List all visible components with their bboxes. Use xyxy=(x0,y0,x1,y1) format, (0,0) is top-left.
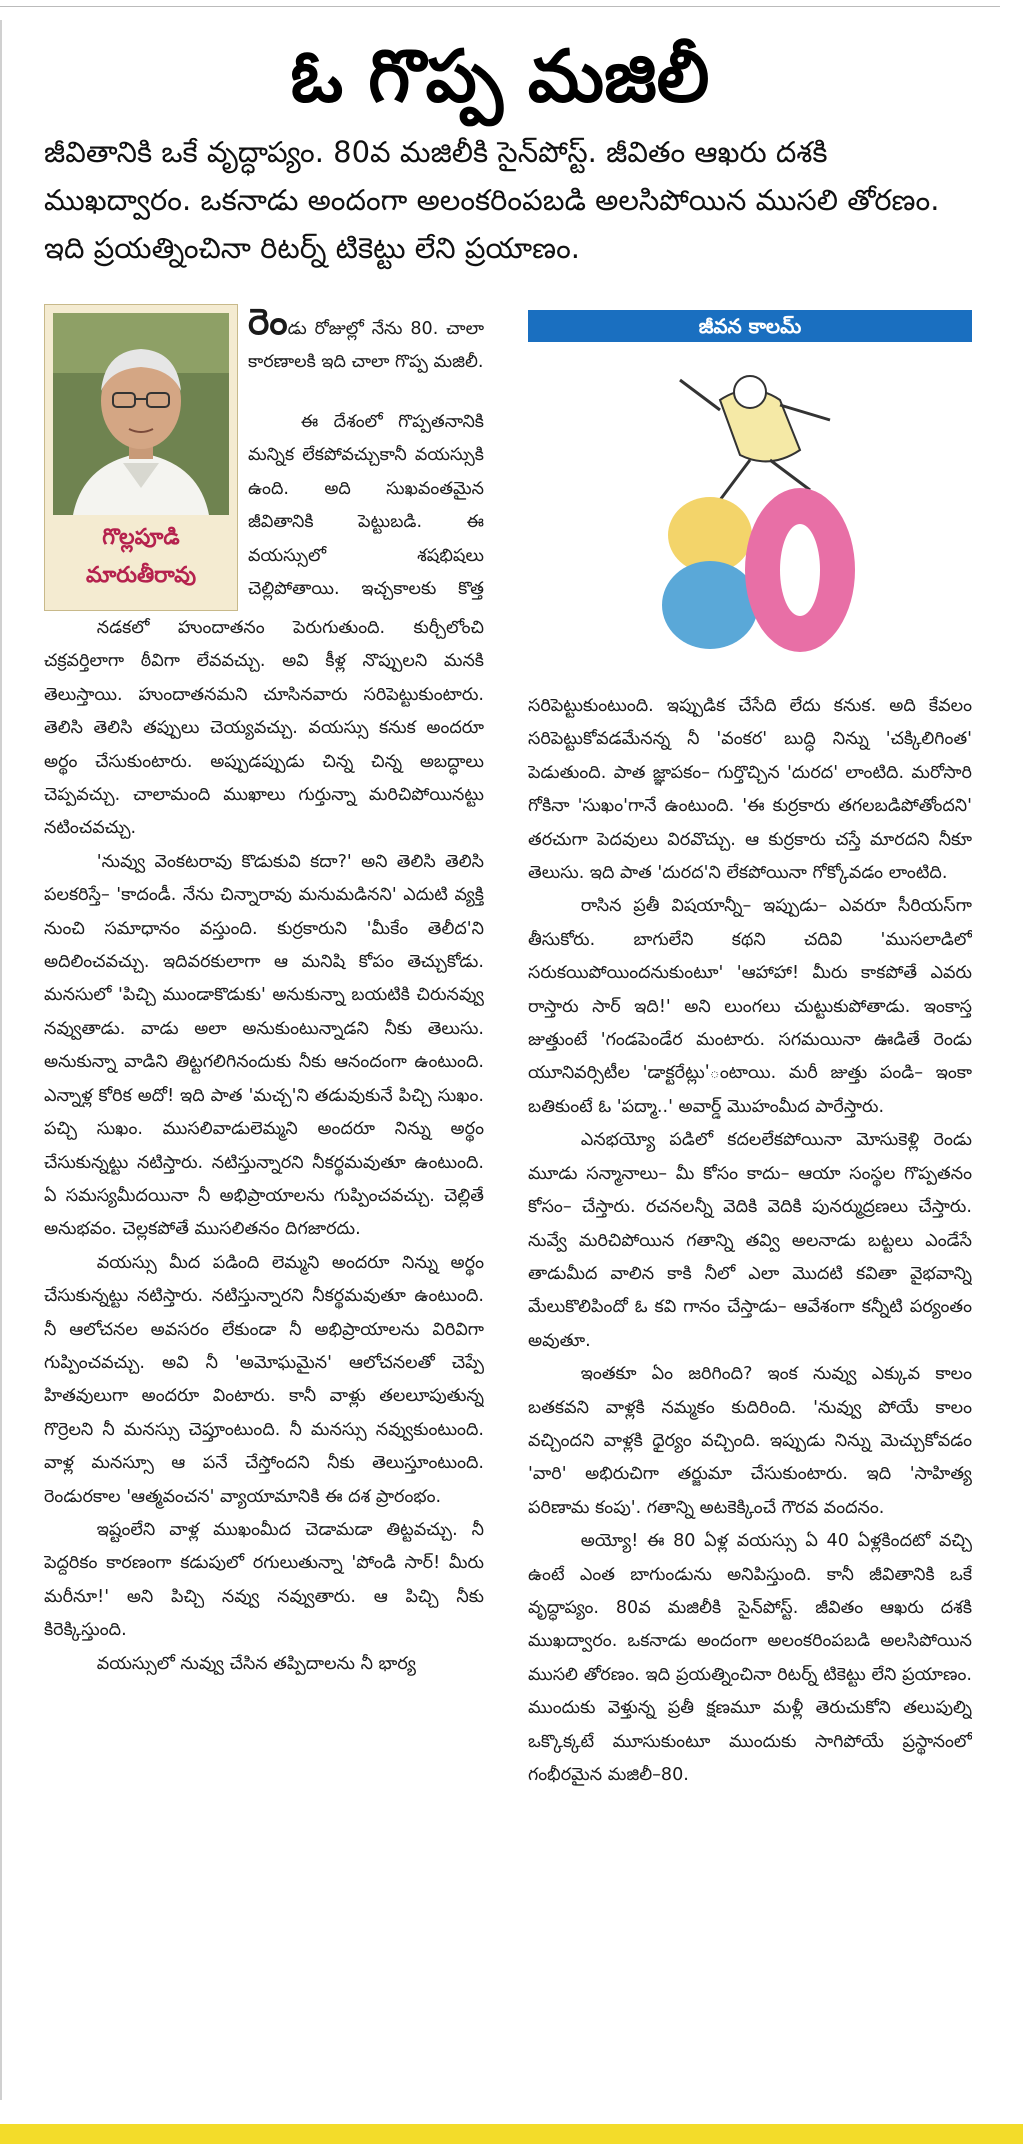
eighty-digits-icon xyxy=(662,488,855,652)
paragraph: నడకలో హుందాతనం పెరుగుతుంది. కుర్చీలోంచి చక్రవర్తిలాగా ఠీవిగా లేవవచ్చు. అవి కీళ్ల నొప్పులని మనకి తెలుస్తాయి. హుందాతనమని చూసినవారు సరిపెట్టుకుంటారు. తెలిసి తెలిసి తప్పులు చెయ్యవచ్చు. వయస్సు కనుక అందరూ అర్థం చేసుకుంటారు. అప్పుడప్పుడు చిన్న చిన్న అబద్ధాలు చెప్పవచ్చు. చాలామంది ముఖాలు గుర్తున్నా మరిచిపోయినట్టు నటించవచ్చు. xyxy=(44,618,484,839)
dancing-figure-icon xyxy=(680,376,830,500)
headline: ఓ గొప్ప మజిలీ xyxy=(290,34,710,118)
author-name-line1: గొల్లపూడి xyxy=(102,525,180,550)
right-column xyxy=(528,690,972,2117)
left-column-body xyxy=(248,406,484,612)
author-name-line2: మారుతీరావు xyxy=(85,563,197,588)
paragraph: ఎనభయ్యో పడిలో కదలలేకపోయినా మోసుకెళ్లి రెండు మూడు సన్మానాలు– మీ కోసం కాదు– ఆయా సంస్థల గొప్పతనం కోసం– చేస్తారు. రచనలన్నీ వెదికి వెదికి పునర్ముద్రణలు చేస్తారు. నువ్వే మరిచిపోయిన గతాన్ని తవ్వి అలనాడు బట్టలు ఎండేసే తాడుమీద వాలిన కాకి నీలో ఎలా మొదటి కవితా వైభవాన్ని మేలుకొలిపిందో ఓ కవి గానం చేస్తాడు– ఆవేశంగా కన్నీటి పర్యంతం అవుతూ. xyxy=(528,1130,972,1351)
author-photo-box xyxy=(44,304,238,611)
illustration-80 xyxy=(600,360,900,660)
paragraph: వయస్సు మీద పడింది లెమ్మని అందరూ నిన్ను అర్థం చేసుకున్నట్టు నటిస్తారు. నటిస్తున్నారని నీకర్థమవుతూ ఉంటుంది. నీ ఆలోచనల అవసరం లేకుండా నీ అభిప్రాయాలను విరివిగా గుప్పించవచ్చు. అవి నీ 'అమోఘమైన' ఆలోచనలతో చెప్పే హితవులుగా అందరూ వింటారు. కానీ వాళ్లు తలలూపుతున్న గొర్రెలని నీ మనస్సు చెప్తూంటుంది. నీ మనస్సు నవ్వుకుంటుంది. వాళ్ల మనస్సూ ఆ పనే చేస్తోందని నీకు తెలుస్తూంటుంది. రెండురకాల 'ఆత్మవంచన' వ్యాయామానికి ఈ దశ ప్రారంభం. xyxy=(44,1252,484,1507)
paragraph: ఇష్టంలేని వాళ్ల ముఖంమీద చెడామడా తిట్టవచ్చు. నీ పెద్దరికం కారణంగా కడుపులో రగులుతున్నా 'పోండి సార్! మీరు మరీనూ!' అని పిచ్చి నవ్వు నవ్వుతారు. ఆ పిచ్చి నీకు కిరెక్కిస్తుంది. xyxy=(44,1519,484,1641)
drop-cap: రెం xyxy=(248,302,288,343)
paragraph: వయస్సులో నువ్వు చేసిన తప్పిదాలను నీ భార్య xyxy=(96,1653,416,1674)
bottom-strip xyxy=(0,2124,1023,2144)
paragraph: ఈ దేశంలో గొప్పతనానికి మన్నిక లేకపోవచ్చుకానీ వయస్సుకి ఉంది. అది సుఖవంతమైన జీవితానికి పెట్టుబడి. ఈ వయస్సులో శషభిషలు చెల్లిపోతాయి. ఇచ్చకాలకు కొత్త xyxy=(248,412,484,600)
paragraph: అయ్యో! ఈ 80 ఏళ్ల వయస్సు ఏ 40 ఏళ్లకిందటో వచ్చి ఉంటే ఎంత బాగుండును అనిపిస్తుంది. కానీ జీవితానికి ఒకే వృద్ధాప్యం. 80వ మజిలీకి సైన్‌పోస్ట్. జీవితం ఆఖరు దశకి ముఖద్వారం. ఒకనాడు అందంగా అలంకరింపబడి అలసిపోయిన ముసలి తోరణం. ఇది ప్రయత్నించినా రిటర్న్ టికెట్టు లేని ప్రయాణం. ముందుకు వెళ్తున్న ప్రతీ క్షణమూ మళ్లీ తెరుచుకోని తలుపుల్ని ఒక్కొక్కటే మూసుకుంటూ ముందుకు సాగిపోయే ప్రస్థానంలో గంభీరమైన మజిలీ–80. xyxy=(528,1531,972,1785)
paragraph-text: డు రోజుల్లో నేను 80. చాలా కారణాలకి ఇది చాలా గొప్ప మజిలీ. xyxy=(248,319,484,373)
top-rule xyxy=(0,0,1000,7)
author-portrait xyxy=(53,313,229,515)
deck-summary: జీవితానికి ఒకే వృద్ధాప్యం. 80వ మజిలీకి సైన్‌పోస్ట్. జీవితం ఆఖరు దశకి ముఖద్వారం. ఒకనాడు అందంగా అలంకరింపబడి అలసిపోయిన ముసలి తోరణం. ఇది ప్రయత్నించినా రిటర్న్ టికెట్టు లేని ప్రయాణం. xyxy=(44,135,940,265)
paragraph: సరిపెట్టుకుంటుంది. ఇప్పుడిక చేసేది లేదు కనుక. అది కేవలం సరిపెట్టుకోవడమేనన్న నీ 'వంకర' బుద్ధి నిన్ను 'చక్కిలిగింత' పెడుతుంది. పాత జ్ఞాపకం– గుర్తొచ్చిన 'దురద' లాంటిది. మరోసారి గోకినా 'సుఖం'గానే ఉంటుంది. 'ఈ కుర్రకారు తగలబడిపోతోందని' తరచుగా పెదవులు విరవొచ్చు. ఆ కుర్రకారు చస్తే మారదని నీకూ తెలుసు. ఇది పాత 'దురద'ని లేకపోయినా గోక్కోవడం లాంటిది. xyxy=(528,696,972,884)
left-margin-rule xyxy=(0,20,2,2100)
left-column-top xyxy=(248,302,484,380)
paragraph: రాసిన ప్రతీ విషయాన్నీ– ఇప్పుడు– ఎవరూ సీరియస్‌గా తీసుకోరు. బాగులేని కథని చదివి 'ముసలాడిలో సరుకయిపోయిందనుకుంటూ' 'ఆహాహా! మీరు కాకపోతే ఎవరు రాస్తారు సార్ ఇది!' అని లుంగలు చుట్టుకుపోతాడు. ఇంకాస్త జుత్తుంటే 'గండపెండేర మంటారు. సగమయినా ఊడితే రెండు యూనివర్సిటీల 'డాక్టరేట్లు'ంటాయి. మరీ జుత్తు పండి– ఇంకా బతికుంటే ఓ 'పద్మా..' అవార్డ్ మొహంమీద పారేస్తారు. xyxy=(528,896,972,1117)
paragraph: 'నువ్వు వెంకటరావు కొడుకువి కదా?' అని తెలిసి తెలిసి పలకరిస్తే– 'కాదండీ. నేను చిన్నారావు మనుమడినని' ఎదుటి వ్యక్తి నుంచి సమాధానం వస్తుంది. కుర్రకారుని 'మీకేం తెలీద'ని అదిలించవచ్చు. ఇదివరకులాగా ఆ మనిషి కోపం తెచ్చుకోడు. మనసులో 'పిచ్చి ముండాకొడుకు' అనుకున్నా బయటికి చిరునవ్వు నవ్వుతాడు. వాడు అలా అనుకుంటున్నాడని నీకు తెలుసు. అనుకున్నా వాడిని తిట్టగలిగినందుకు నీకు ఆనందంగా ఉంటుంది. ఎన్నాళ్ల కోరిక అదో! ఇది పాత 'మచ్చ'ని తడువుకునే పిచ్చి సుఖం. పచ్చి సుఖం. ముసలివాడులెమ్మని అందరూ నిన్ను అర్థం చేసుకున్నట్టు నటిస్తారు. నటిస్తున్నారని నీకర్థమవుతూ ఉంటుంది. ఏ సమస్యమీదయినా నీ అభిప్రాయాలను గుప్పించవచ్చు. చెల్లితే అనుభవం. చెల్లకపోతే ముసలితనం దిగజారదు. xyxy=(44,851,484,1240)
paragraph xyxy=(248,302,484,380)
paragraph: ఇంతకూ ఏం జరిగింది? ఇంక నువ్వు ఎక్కువ కాలం బతకవని వాళ్లకి నమ్మకం కుదిరింది. 'నువ్వు పోయే కాలం వచ్చిందని వాళ్లకి ధైర్యం వచ్చింది. ఇప్పుడు నిన్ను మెచ్చుకోవడం 'వారి' అభిరుచిగా తర్జుమా చేసుకుంటారు. ఇది 'సాహిత్య పరిణామ కంపు'. గతాన్ని అటకెక్కించే గౌరవ వందనం. xyxy=(528,1364,972,1518)
column-banner: జీవన కాలమ్ xyxy=(528,310,972,342)
author-name xyxy=(45,519,237,595)
left-column-main xyxy=(44,612,484,2117)
